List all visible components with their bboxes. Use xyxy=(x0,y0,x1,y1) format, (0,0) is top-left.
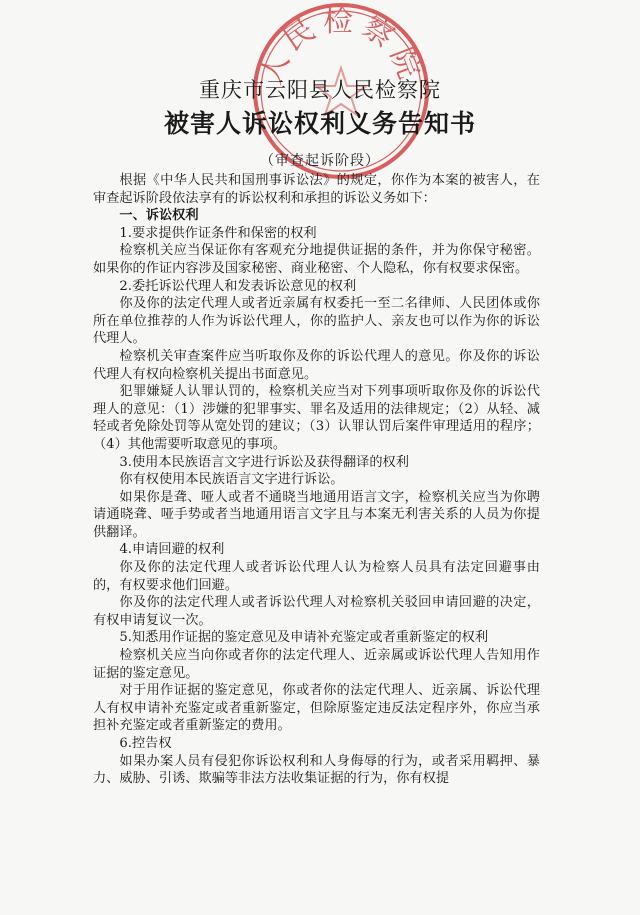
paragraph: 如果办案人员有侵犯你诉讼权利和人身侮辱的行为，或者采用羁押、暴力、威胁、引诱、欺骗等非法方法收集证据的行为，你有权提 xyxy=(93,753,540,787)
paragraph: 犯罪嫌疑人认罪认罚的，检察机关应当对下列事项听取你及你的诉讼代理人的意见：（1）涉嫌的犯罪事实、罪名及适用的法律规定；（2）从轻、减轻或者免除处罚等从宽处罚的建议；（3）认罪认罚后案件审理适用的程序；（4）其他需要听取意见的事项。 xyxy=(93,384,540,452)
paragraph: 如果你是聋、哑人或者不通晓当地通用语言文字，检察机关应当为你聘请通晓聋、哑手势或者当地通用语言文字且与本案无利害关系的人员为你提供翻译。 xyxy=(93,489,540,540)
right-heading: 2.委托诉讼代理人和发表诉讼意见的权利 xyxy=(119,278,357,294)
paragraph: 你有权使用本民族语言文字进行诉讼。 xyxy=(119,472,344,488)
right-heading: 6.控告权 xyxy=(119,736,172,751)
document-subtitle: （审查起诉阶段） xyxy=(260,153,380,169)
right-heading: 1.要求提供作证条件和保密的权利 xyxy=(119,225,317,241)
seal-text: 人民检察院 xyxy=(253,4,429,90)
section-heading: 一、诉讼权利 xyxy=(119,208,199,224)
paragraph: 检察机关应当保证你有客观充分地提供证据的条件，并为你保守秘密。如果你的作证内容涉及国家秘密、商业秘密、个人隐私，你有权要求保密。 xyxy=(93,243,540,276)
paragraph: 你及你的法定代理人或者诉讼代理人认为检察人员具有法定回避事由的，有权要求他们回避。 xyxy=(93,560,540,593)
issuing-organization: 重庆市云阳县人民检察院 xyxy=(199,78,441,102)
right-heading: 3.使用本民族语言文字进行诉讼及获得翻译的权利 xyxy=(119,454,409,470)
paragraph: 检察机关审查案件应当听取你及你的诉讼代理人的意见。你及你的诉讼代理人有权向检察机关提出书面意见。 xyxy=(93,348,540,382)
paragraph: 检察机关应当向你或者你的法定代理人、近亲属或诉讼代理人告知用作证据的鉴定意见。 xyxy=(93,648,540,681)
right-heading: 5.知悉用作证据的鉴定意见及申请补充鉴定或者重新鉴定的权利 xyxy=(119,630,489,646)
paragraph: 根据《中华人民共和国刑事诉讼法》的规定，你作为本案的被害人，在审查起诉阶段依法享有的诉讼权利和承担的诉讼义务如下： xyxy=(93,173,540,206)
document-body xyxy=(93,172,540,788)
paragraph: 你及你的法定代理人或者近亲属有权委托一至二名律师、人民团体或你所在单位推荐的人作为诉讼代理人，你的监护人、亲友也可以作为你的诉讼代理人。 xyxy=(93,296,540,347)
document-title: 被害人诉讼权利义务告知书 xyxy=(163,109,476,138)
right-heading: 4.申请回避的权利 xyxy=(119,542,225,558)
paragraph: 对于用作证据的鉴定意见，你或者你的法定代理人、近亲属、诉讼代理人有权申请补充鉴定或者重新鉴定，但除原鉴定违反法定程序外，你应当承担补充鉴定或者重新鉴定的费用。 xyxy=(93,683,540,734)
paragraph: 你及你的法定代理人或者诉讼代理人对检察机关驳回申请回避的决定，有权申请复议一次。 xyxy=(93,595,540,628)
